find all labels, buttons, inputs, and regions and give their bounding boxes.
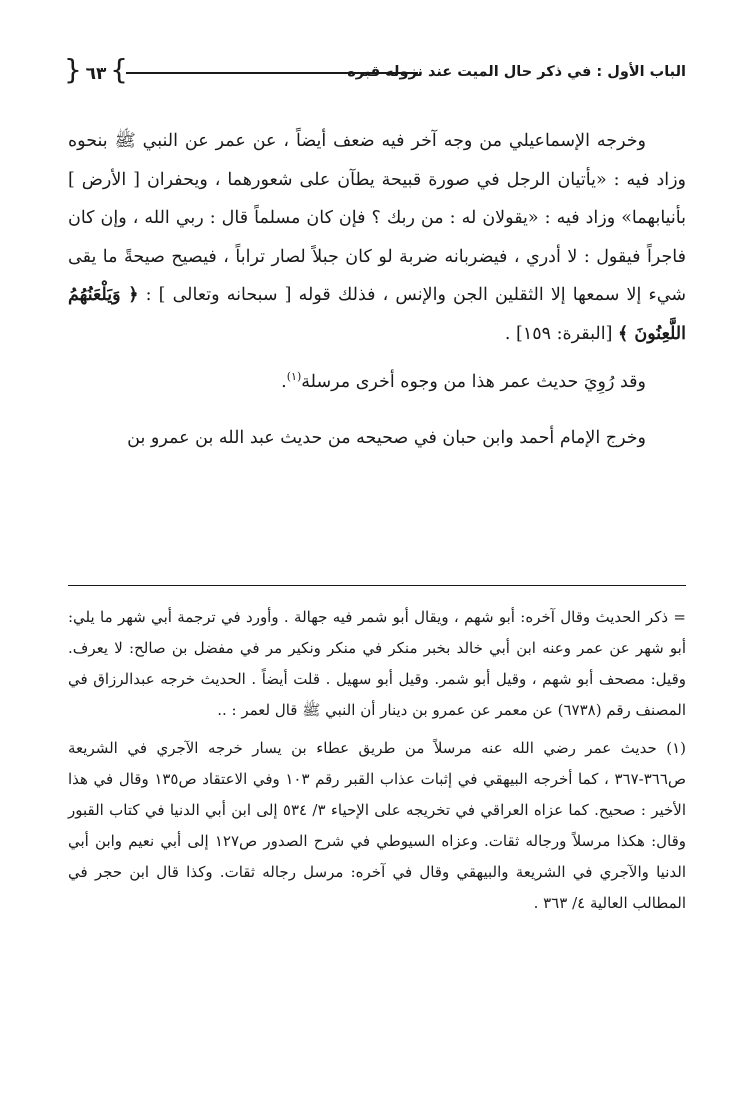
paragraph-2	[68, 363, 686, 402]
quran-verse: ﴿ وَيَلْعَنُهُمُ اللَّعِنُونَ ﴾	[68, 285, 686, 344]
footnote-1-marker: (١)	[666, 739, 686, 757]
footnotes	[68, 602, 686, 919]
footnote-ref-1[interactable]: (١)	[286, 370, 302, 384]
footnote-continuation	[68, 602, 686, 726]
footnote-1-text: حديث عمر رضي الله عنه مرسلاً من طريق عطاء بن يسار خرجه الآجري في الشريعة ص٣٦٦-٣٦٧ ، كما أخرجه البيهقي في إثبات عذاب القبر رقم ١٠٣ وفي الاعتقاد ص١٣٥ وقال في هذا الأخير : صحيح. كما عزاه العراقي في تخريجه على الإحياء ٣/ ٥٣٤ إلى ابن أبي الدنيا في كتاب القبور وقال: هكذا مرسلاً ورجاله ثقات. وعزاه السيوطي في شرح الصدور ص١٢٧ إلى أبي نعيم وابن أبي الدنيا والآجري في الشريعة والبيهقي وقال في آخره: مرسل رجاله ثقات. وكذا قال ابن حجر في المطالب العالية ٤/ ٣٦٣ .	[68, 739, 687, 912]
paragraph-1-text: وخرجه الإسماعيلي من وجه آخر فيه ضعف أيضاً ، عن عمر عن النبي ﷺ بنحوه وزاد فيه : «يأتيان الرجل في صورة قبيحة يطآن على شعورهما ، ويحفران [ الأرض ] بأنيابهما» وزاد فيه : «يقولان له : من ربك ؟ فإن كان مسلماً قال : ربي الله ، وإن كان فاجراً فيقول : لا أدري ، فيضربانه ضربة لو كان جبلاً لصار تراباً ، فيصيح صيحةً ما يقى شيء إلا سمعها إلا الثقلين الجن والإنس ، فذلك قوله [ سبحانه وتعالى ] :	[68, 131, 686, 305]
paragraph-2-end: .	[281, 372, 287, 392]
footnote-continuation-text: = ذكر الحديث وقال آخره: أبو شهم ، ويقال أبو شمر فيه جهالة . وأورد في ترجمة أبي شهر ما يلي: أبو شهر عن عمر وعنه ابن أبي خالد بخبر منكر في منكر ونكير مر في مفضل بن صالح: لا يعرف. وقيل: مصحف أبو شهم ، وقيل أبو شمر. وقيل أبو سهيل . قلت أيضاً . الحديث خرجه عبدالرزاق في المصنف رقم (٦٧٣٨) عن معمر عن عمرو بن دينار أن النبي ﷺ قال لعمر : ..	[68, 608, 686, 719]
footnote-separator	[68, 585, 686, 586]
quran-reference: [البقرة: ١٥٩] .	[504, 323, 613, 344]
paragraph-3	[68, 419, 686, 458]
paragraph-3-text: وخرج الإمام أحمد وابن حبان في صحيحه من حديث عبد الله بن عمرو بن	[127, 427, 646, 448]
paragraph-1	[68, 122, 686, 353]
running-header	[64, 54, 686, 94]
paragraph-2-text: وقد رُوِيَ حديث عمر هذا من وجوه أخرى مرسلة	[301, 372, 646, 392]
footnote-1	[68, 733, 686, 919]
chapter-title: الباب الأول : في ذكر حال الميت عند نزوله قبره	[347, 64, 686, 80]
main-text	[68, 122, 686, 457]
page-number: { ٦٣ }	[68, 60, 124, 88]
